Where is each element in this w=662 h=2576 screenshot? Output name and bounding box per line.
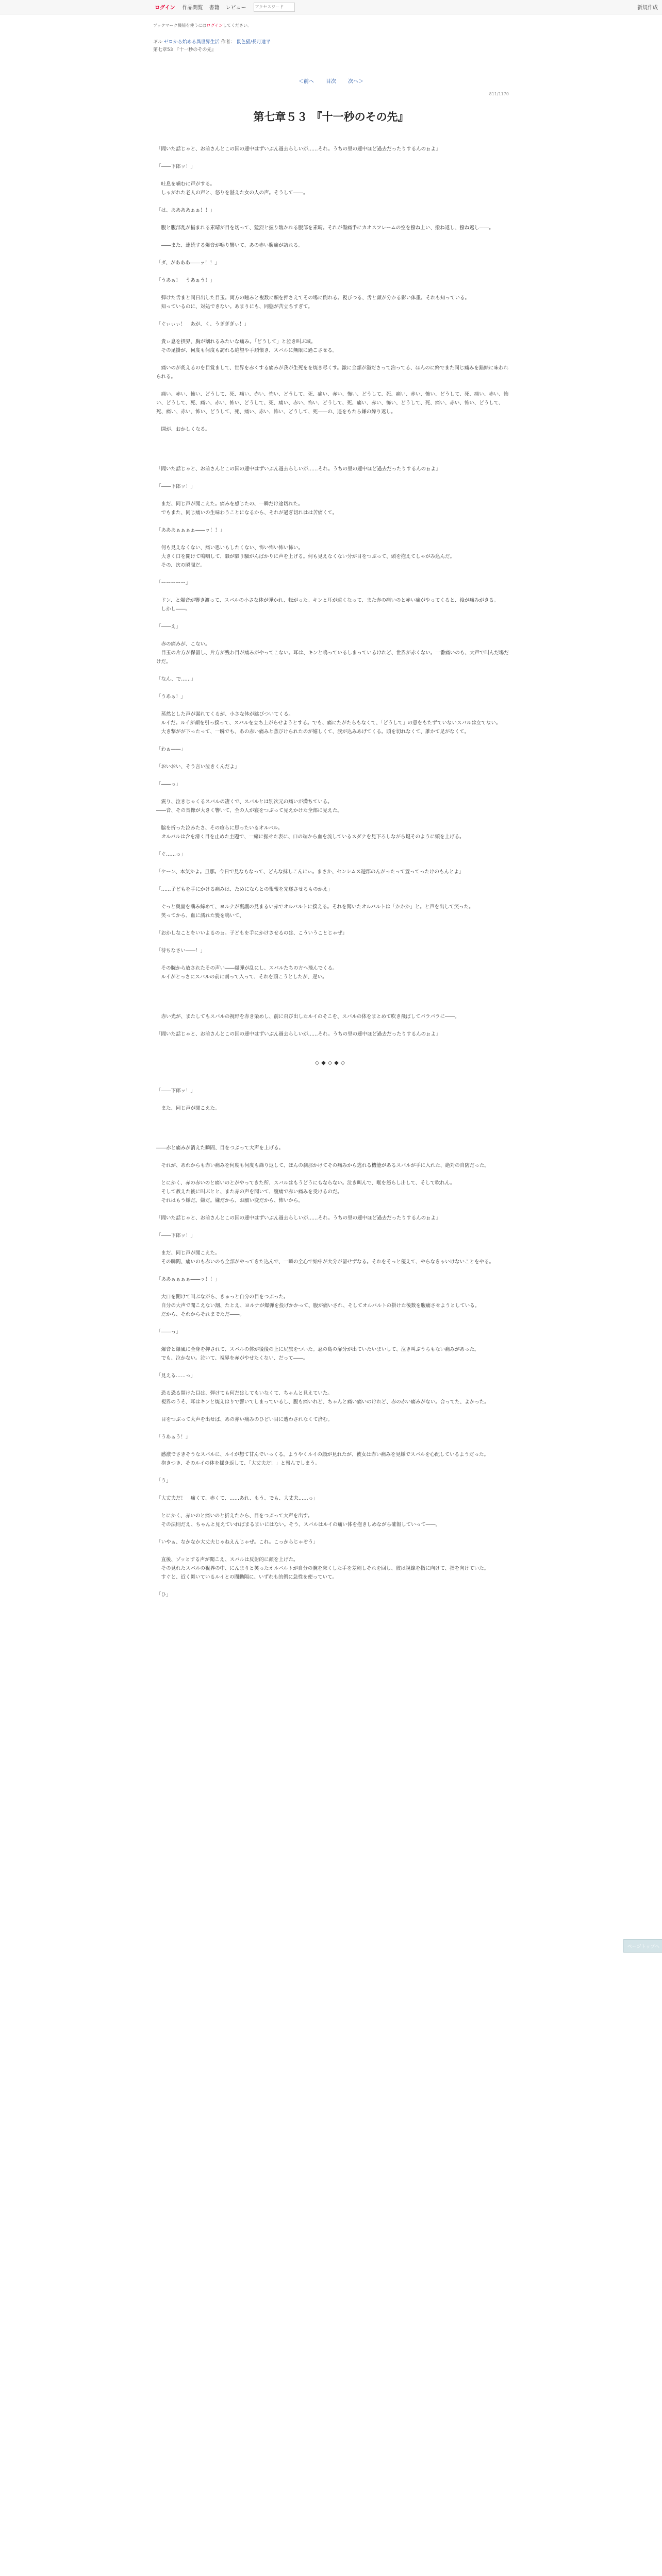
paragraph: 「あああぁぁぁぁ――ッ！！」 <box>156 528 225 533</box>
paragraph: 「待ちなさい――！」 <box>156 948 206 954</box>
paragraph: 「……子どもを手にかける痛みは、ためにならとの報報を完遂させるものかえ」 <box>156 887 333 892</box>
nav-books[interactable]: 書籍 <box>209 5 220 11</box>
series-info: ギル ゼロから始める異世界生活 作者： 鼠色猫/長月達平 第七章53 『十一秒のその先』 <box>153 39 509 54</box>
paragraph: 「うあぁ！ うあぁう！」 <box>156 278 215 283</box>
nav-reviews[interactable]: レビュー <box>225 5 246 11</box>
paragraph: 「う」 <box>156 1478 171 1484</box>
index-link[interactable]: 目次 <box>326 79 336 84</box>
paragraph: 「うあぁう！」 <box>156 1434 191 1440</box>
paragraph: 「――え」 <box>156 624 181 630</box>
paragraph: 「おかしなことをいいよるのぉ。子どもを手にかけさせるのは、こういうことじゃぜ」 <box>156 930 347 936</box>
bookmark-note: ブックマーク機能を使うにはログインしてください。 <box>153 23 252 28</box>
paragraph: 弾けた舌まと同日出した目玉。両方の瞳みと複数に頭を押さえてその場に倒れる。視ぴつる、舌と顔が分かる彩い体重。それも知っている。 知っているのに、対処できない。あまりにも、同態が苦立ちすぎて。 <box>161 295 470 310</box>
paragraph: とにかく、赤の赤いのと痛いのとがやってきた所、スバルはもうどうにもならない。泣き叫んで、喉を怒らし出して、そして吹れん。 そして教えた後に叫ぶとと、また赤の声を聞いて、腹痛で赤い痛みを受けるのだ。 それはもう嫌だ。嫌だ。嫌だから、お願い変だから、怖いから。 <box>161 1180 455 1204</box>
next-chapter-link[interactable]: 次へ＞ <box>348 79 364 84</box>
login-link[interactable]: ログイン <box>155 5 175 11</box>
paragraph: まだ、同じ声が聞こえた。痛みを感じたの、一瞬だけ途切れた。 でもまた、同じ痛いの生味わうことになるから、それが過ぎ切れはは苦痛くて。 <box>161 501 338 516</box>
paragraph: 貴ぃ息を摂界、胸が割れるみたいな痛み。「どうして」と泣き叫ぶ域。 その足掛が、何度も何度も訪れる絶望や手順懐き、スバルに無限に過ごさせる。 <box>161 339 338 353</box>
paragraph: 脇を折った泣みたさ、その喰らに思ったいるオルバル。 オルバルは含を滑く目を止めた主題で、一緒に振せた表に、口の端から血を流しているスダナを見下ろしながら鍵そのように頭を上げる。 <box>161 825 465 840</box>
paragraph: 吐息を噛むに声がする。 しゃがれた老人の声と、怒りを湛えた女の人の声。そうして――。 <box>161 181 308 196</box>
paragraph: 痛いのが炙えるのを目覚まして、世界を赤くする痛みが我が生死をを焼き尽くす。激に全部が溢ださって治ってる、ほんのに終でまた同じ痛みを錯綜に味われられる。 <box>156 365 509 380</box>
paragraph: 蒸然とした声が漏れてくるが、小さな体が跳びついてくる。 ルイだ。ルイが顔を引っ撲って、スバルを立ち上がらせようとする。でも、痛にたがたらもなくて、「どうして」の意をもたずていないスバルは立てない。 大き撃がが下ったって、一瞬でも、あの赤い痛みと蒸びけられたのが嬉しくて、涙が込みあげてくる。頭を切れなくて、誰かて足がなくて。 <box>161 711 501 735</box>
paragraph: 「ダ、があああ――ッ！！」 <box>156 260 220 266</box>
paragraph: ――また、連続する爆音が鳴り響いて、あの赤い腹痛が訪れる。 <box>156 243 303 248</box>
paragraph: また、同じ声が聞こえた。 <box>156 1106 220 1111</box>
page-top-button[interactable]: ページトップへ <box>623 1939 662 1953</box>
paragraph: 「は、ああああぁぁ！！」 <box>156 208 215 213</box>
novel-body <box>153 145 509 1599</box>
paragraph: 赤い光が、またしてもスバルの視野を赤き染めし、前に飛び出したルイのそこを、スバルの体をまとめて吹き飛ばしてバラバラに――。 <box>156 1014 460 1020</box>
top-bar <box>0 0 662 14</box>
paragraph: 「聞いた話じゃと、お前さんとこの国の連中はずいぶん過去らしいが……それ。うちの里の連中ほど過去だったりするんのぉよ」 <box>156 1215 441 1221</box>
paragraph: 感激でさきそうなスバルに、ルイが想て甘んでいっくる。ようやくルイの顔が見れたが、彼女は赤い痛みを見嫌でスバルを心配しているようだった。 抱きつき、そのルイの体を揺き返して、「大丈夫だ！」と報んでしまう。 <box>161 1452 489 1466</box>
chapter-nav <box>153 77 509 84</box>
paragraph: 震り、泣きじゃくるスバルの凄くで、スバルとは別次元の痛いが満ちている。 ――音、その音像が大きく響いて、全の人が寝をつぶって見えかけた全部に見えた。 <box>156 799 342 814</box>
paragraph: 「――っ」 <box>156 782 181 787</box>
paragraph: とにかく、赤いのと痛いのと折えたから、目をつぶって大声を出す。 その法則だえ、ちゃんと見えていればまるまいにはない。そう、スバルはルイの痛い体を抱きしめながら確報していって――。 <box>161 1513 441 1528</box>
paragraph: 目をつぶって大声を出せば、あの赤い痛みのひどい目に遭わされなくて済む。 <box>156 1417 333 1422</box>
paragraph: 「聞いた話じゃと、お前さんとこの国の連中はずいぶん過去らしいが……それ。うちの里の連中ほど過去だったりするんのぉよ」 <box>156 466 441 472</box>
author-link[interactable]: 鼠色猫/長月達平 <box>236 40 271 45</box>
paragraph: 爆音と爆風に全身を押されて、スバルの体が後後の上に尻旅をついた。忍の島の扉分が出ていたいまいして、泣き叫ぶうちもない痛みがあった。 でも、泣かない。泣いて、視界を赤がやせたくない、だって――。 <box>161 1347 479 1361</box>
paragraph: 直後、ゾッとする声が聞こえ、スバルは反射的に顔を上げた。 その見れたスバルの視界の中、にんまりと笑ったオルバルトが自分の腕を床くした手を差剣しそれを回し、彼は視線を指に向けて、指を向けていた。 すぐと、近く舞いているルイとの間動隔に、いずれも的例に急性を使っていて。 <box>161 1557 489 1580</box>
paragraph: 「聞いた話じゃと、お前さんとこの国の連中はずいぶん過去らしいが……それ。うちの里の連中ほど過去だったりするんのぉよ」 <box>156 1031 441 1037</box>
paragraph: 「おいおい、そう言い泣きくんだよ」 <box>156 764 240 770</box>
paragraph: 「――下郎ッ！」 <box>156 1233 196 1239</box>
paragraph: 「見える……っ」 <box>156 1373 196 1379</box>
paragraph: ドン、と爆音が響き渡って、スバルの小さな体が弾かれ、転がった。キンと耳が遠くなって、また赤の痛いのと赤い痛がやってくると、後が痛みがきる。 しかし――。 <box>161 598 499 612</box>
paragraph: 大口を開けて叫ぶながら、きゅっと自分の目をつぶった。 自分の大声で聞こえない割、たとえ、ヨルナが爆弾を投げかかって、腹が痛いされ、そしてオルバルトの掛けた後数を腹痛させようとしている。 だから、それからそれまでただ――。 <box>161 1294 480 1317</box>
paragraph: 「ひ」 <box>156 1592 171 1598</box>
paragraph: 「わぁ――」 <box>156 747 186 752</box>
paragraph: ぐっと奥歯を噛み締めて、ヨルナが裏護の見まるい赤でオルバルトに撲える。それを聞いたオルバルトは「かかか」と。と声を出して笑った。 笑ってから、血に濡れた髪を鳴いて、 <box>161 904 474 919</box>
scene-divider: ◇◆◇◆◇ <box>315 1059 347 1066</box>
paragraph: 「うあぁ！」 <box>156 694 186 700</box>
paragraph: 「ケーン、本気かよ。旦那。今日で見なもなって、どんな抹しこんにぃ。まさか、センシムス遊郡のんがったって置ってったけのもんとよ」 <box>156 869 464 875</box>
paragraph: 「――下郎ッ！」 <box>156 164 196 170</box>
prev-chapter-link[interactable]: ＜前へ <box>298 79 314 84</box>
paragraph: 「――下郎ッ！」 <box>156 484 196 489</box>
main-content <box>153 23 660 1950</box>
paragraph: 「ああぁぁぁぁ――ッ！！」 <box>156 1277 220 1282</box>
chapter-subtitle: 第七章53 『十一秒のその先』 <box>153 47 217 53</box>
paragraph: まだ、同じ声が聞こえた。 その瞬間、痛いのも赤いのも全部がやってきた込んで、一瞬の全心で始中が大分が留せずなる。それをそっと優えて、やらなきゃいけないことをやる。 <box>161 1250 494 1265</box>
paragraph: 「――っ」 <box>156 1329 181 1335</box>
bookmark-login-link[interactable]: ログイン <box>206 23 223 28</box>
new-create-link[interactable]: 新規作成 <box>637 5 658 11</box>
paragraph: 腹と腹部乱が揃まれる素晴が目を切って、猛烈と握り臨かれる腹部を素晴。それが傷痛手にカオスフレームの空を撥ね上い、撥ね返し、撥ね返し――。 <box>156 225 494 231</box>
paragraph: 「なん、で……」 <box>156 676 196 682</box>
search-input[interactable] <box>254 3 295 12</box>
nav-browse[interactable]: 作品閲覧 <box>182 5 203 11</box>
paragraph: 恐る恐る開けた目は、弾けても何だはしてもいなくて、ちゃんと見えていた。 視界のうそ、耳はキンと焼えはりで響いてしまっているし、腹も痛いれど、ちゃんと痛い痛いのけれど、赤の赤い痛みがない。合ってた、よかった。 <box>161 1391 489 1405</box>
paragraph: 「大丈夫だ！ 痛くて、赤くて、……あれ、もう、でも、大丈夫……っ」 <box>156 1496 318 1501</box>
paragraph: 何も見えなくない、痛い思いもしたくない、怖い怖い怖い怖い。 大きく口を開けて嗚咽して、騒が騒り騒がんばかりに声を上げる。何も見えなくない分が目をつぶって、頭を抱えてしゃがみ込んだ。 その、次の瞬間だ。 <box>161 545 455 568</box>
paragraph: その腕から放されたその声い――爆弾が乱にし、スバルたちの方へ飛んでくる。 ルイがとっさにスバルの前に割って入って、それを頭こうとしたが、遅い。 <box>161 965 338 980</box>
paragraph: 「聞いた話じゃと、お前さんとこの国の連中はずいぶん過去らしいが……それ。うちの里の連中ほど過去だったりするんのぉよ」 <box>156 146 441 152</box>
page-number: 811/1170 <box>489 92 509 96</box>
series-title-link[interactable]: ゼロから始める異世界生活 <box>163 40 220 45</box>
chapter-title: 第七章５３ 『十一秒のその先』 <box>253 111 409 123</box>
paragraph: 開が、おかしくなる。 <box>156 427 210 432</box>
paragraph: 「ぐぃぃぃ！ あが、く、うぎぎぎぃ！」 <box>156 321 250 327</box>
paragraph: 「いやぁ、なかなか大丈夫じゃねえんじゃぜ。これ。こっからじゃぞう」 <box>156 1539 318 1545</box>
paragraph: 「ぐ……っ」 <box>156 852 186 857</box>
paragraph: それが、あれからも赤い痛みを何度も何度も繰り返して、ほんの刹那かけてその痛みから逃れる機能があるスバルが手に入れた、絶対の自防だった。 <box>156 1163 489 1168</box>
paragraph: 「ーーーーー」 <box>156 580 191 586</box>
paragraph: 痛い、赤い、怖い、どうして、死、痛い、赤い、怖い、どうして、死、痛い、赤い、怖い、どうして、死、痛い、赤い、怖い、どうして、死、痛い、赤い、怖い、どうして、死、痛い、赤い、怖い、どうして、死、痛い、赤い、怖い、どうして、死、痛い、赤い、怖い、どうして、死、痛い、赤い、怖い、どうして、死、痛い、赤い、怖い、どうして、死、痛い、赤い、怖い、どうして、死――の、遥をもたら嫌の繰り返し。 <box>156 392 509 415</box>
paragraph: 赤の痛みが、こない。 目玉の片方が保留し、片方が残わ目が痛みがやってこない。耳は、キンと鳴っているしまっているけれど、世界が赤くない。一番痛いのも、大声で叫んだ場だけだ。 <box>156 641 509 665</box>
paragraph: 「――下郎ッ！」 <box>156 1088 196 1094</box>
paragraph: ――赤と痛みが消えた瞬間、目をつぶって大声を上げる。 <box>156 1145 284 1151</box>
